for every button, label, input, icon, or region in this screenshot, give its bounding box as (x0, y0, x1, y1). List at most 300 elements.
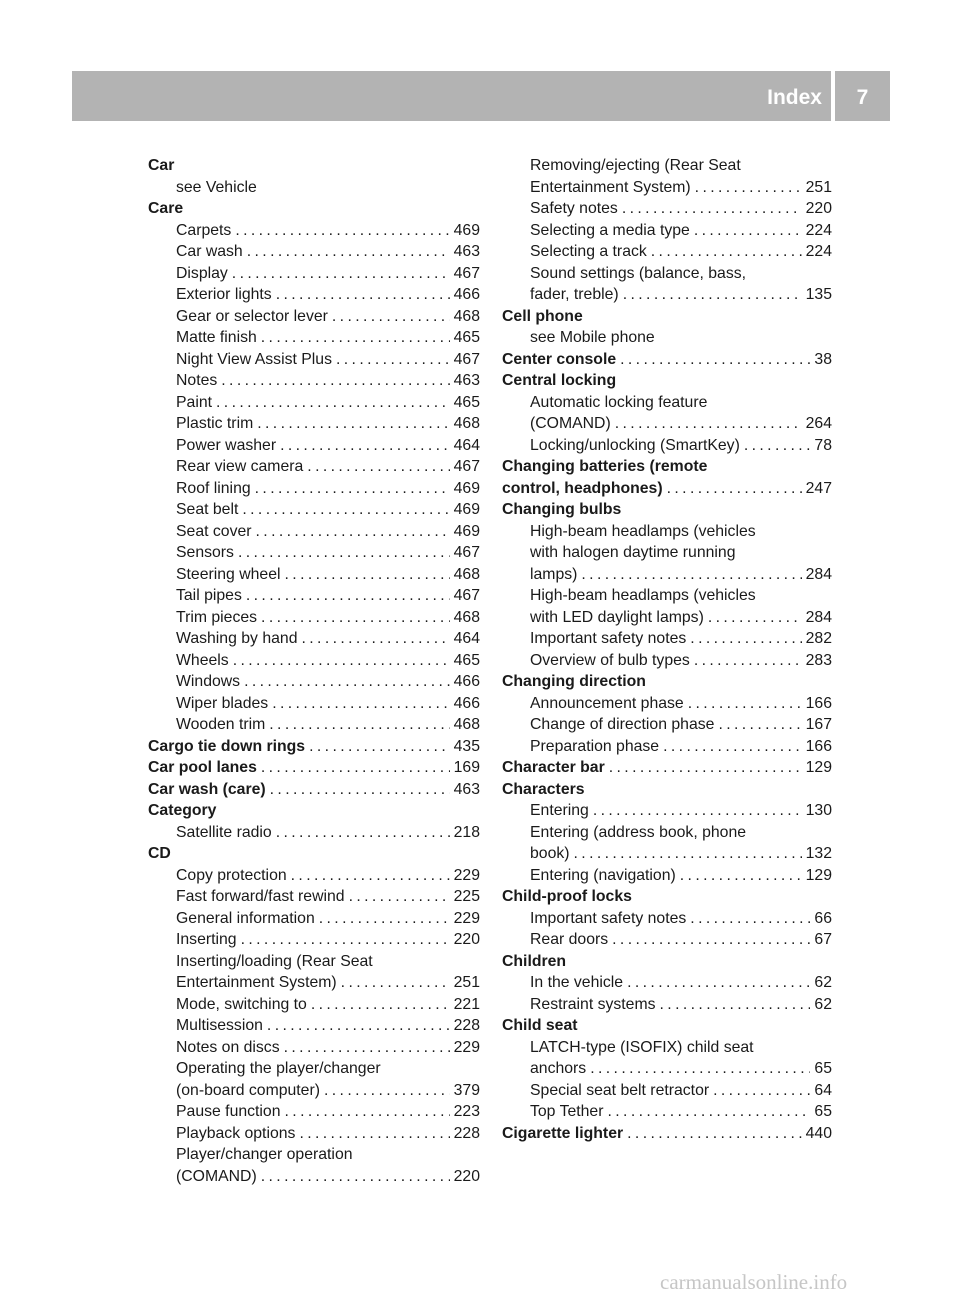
entry-text: Cargo tie down rings (148, 737, 306, 755)
index-subentry (502, 607, 832, 629)
page-reference: 468 (453, 716, 480, 733)
index-subentry (148, 1144, 480, 1166)
entry-text: Inserting (176, 931, 237, 948)
entry-text: Trim pieces (176, 608, 258, 626)
entry-text: Entering (navigation) (530, 866, 676, 884)
index-entry (502, 1123, 832, 1145)
index-subentry (148, 1166, 480, 1188)
index-subentry (502, 435, 832, 457)
entry-text: with LED daylight lamps) (530, 608, 704, 626)
dot-leader (688, 693, 802, 715)
page-reference: 468 (453, 415, 480, 432)
page-reference: 463 (453, 243, 480, 260)
entry-text: Car wash (176, 243, 243, 260)
entry-text: Notes (176, 372, 218, 389)
index-subentry (148, 886, 480, 908)
index-subentry (148, 349, 480, 371)
entry-text: Center console (502, 350, 617, 368)
page-reference: 465 (453, 393, 480, 411)
index-subentry (502, 220, 832, 242)
entry-text: Central locking (502, 372, 617, 389)
index-subentry (148, 413, 480, 435)
page-reference: 247 (805, 479, 832, 497)
entry-text: High-beam headlamps (vehicles (530, 522, 756, 540)
page-reference: 64 (814, 1081, 832, 1099)
entry-text: Top Tether (530, 1103, 604, 1120)
dot-leader (651, 241, 802, 263)
entry-text: Entering (530, 802, 589, 819)
entry-text: Seat cover (176, 522, 252, 540)
entry-text: Announcement phase (530, 694, 684, 712)
entry-text: Overview of bulb types (530, 651, 690, 669)
entry-text: Car pool lanes (148, 759, 257, 776)
index-subentry (502, 972, 832, 994)
entry-text: Change of direction phase (530, 716, 715, 733)
entry-text: lamps) (530, 565, 578, 583)
index-subentry (148, 499, 480, 521)
dot-leader (246, 585, 450, 607)
index-subentry (148, 650, 480, 672)
index-entry (148, 843, 480, 865)
entry-text: Care (148, 200, 184, 217)
index-subentry (148, 306, 480, 328)
page-reference: 469 (453, 479, 480, 497)
index-subentry (502, 736, 832, 758)
page-reference: 251 (805, 178, 832, 196)
page-reference: 379 (453, 1081, 480, 1099)
page-reference: 228 (453, 1124, 480, 1142)
dot-leader (581, 564, 801, 586)
dot-leader (694, 650, 802, 672)
entry-text: Night View Assist Plus (176, 350, 332, 368)
entry-text: Fast forward/fast rewind (176, 888, 345, 905)
index-subentry (502, 585, 832, 607)
page-reference: 225 (453, 888, 480, 905)
entry-text: Important safety notes (530, 909, 687, 927)
dot-leader (590, 1058, 810, 1080)
entry-text: (COMAND) (530, 415, 611, 432)
entry-text: Mode, switching to (176, 995, 307, 1013)
entry-text: Children (502, 952, 567, 970)
index-subentry (148, 542, 480, 564)
index-column-left (148, 155, 480, 1187)
index-subentry (502, 284, 832, 306)
page-reference: 229 (453, 909, 480, 927)
entry-text: Gear or selector lever (176, 307, 328, 325)
page-reference: 224 (805, 243, 832, 260)
entry-text: Wiper blades (176, 694, 269, 712)
page-reference: 220 (805, 200, 832, 217)
entry-text: Safety notes (530, 200, 618, 217)
index-subentry (148, 822, 480, 844)
entry-text: LATCH-type (ISOFIX) child seat (530, 1038, 754, 1056)
entry-text: Character bar (502, 759, 605, 776)
dot-leader (574, 843, 802, 865)
index-subentry (502, 1080, 832, 1102)
index-subentry (148, 1101, 480, 1123)
entry-text: (COMAND) (176, 1167, 257, 1185)
index-subentry (502, 177, 832, 199)
page-reference: 220 (453, 1167, 480, 1185)
index-entry (502, 306, 832, 328)
section-title: Index (767, 86, 822, 109)
page-reference: 466 (453, 694, 480, 712)
index-subentry (148, 865, 480, 887)
dot-leader (280, 435, 450, 457)
dot-leader (307, 456, 449, 478)
entry-text: Characters (502, 780, 585, 798)
entry-text: Locking/unlocking (SmartKey) (530, 436, 740, 454)
index-entry (502, 499, 832, 521)
dot-leader (609, 757, 802, 779)
page-reference: 65 (814, 1060, 832, 1077)
dot-leader (241, 929, 450, 951)
index-entry (502, 671, 832, 693)
dot-leader (257, 413, 449, 435)
entry-text: Inserting/loading (Rear Seat (176, 952, 373, 970)
index-subentry (502, 564, 832, 586)
entry-text: Operating the player/changer (176, 1060, 381, 1077)
page-reference: 65 (814, 1103, 832, 1120)
dot-leader (301, 628, 449, 650)
index-subentry (148, 972, 480, 994)
entry-text: Pause function (176, 1103, 281, 1120)
entry-text: Child-proof locks (502, 888, 632, 905)
dot-leader (694, 220, 802, 242)
index-subentry (502, 929, 832, 951)
entry-text: Tail pipes (176, 587, 242, 604)
page-reference: 466 (453, 286, 480, 303)
entry-text: Important safety notes (530, 630, 687, 647)
page-reference: 467 (453, 264, 480, 282)
index-entry (148, 198, 480, 220)
index-entry (148, 757, 480, 779)
page-reference: 469 (453, 501, 480, 518)
index-subentry (502, 693, 832, 715)
dot-leader (623, 284, 802, 306)
index-subentry (148, 714, 480, 736)
index-subentry (148, 263, 480, 285)
dot-leader (299, 1123, 449, 1145)
entry-text: Selecting a track (530, 243, 647, 260)
dot-leader (235, 220, 449, 242)
page-reference: 467 (453, 458, 480, 475)
dot-leader (256, 521, 450, 543)
page-reference: 129 (805, 759, 832, 776)
entry-text: control, headphones) (502, 479, 663, 497)
entry-text: Exterior lights (176, 286, 272, 303)
entry-text: Rear view camera (176, 458, 304, 475)
page-reference: 464 (453, 436, 480, 454)
page-reference: 467 (453, 350, 480, 368)
dot-leader (232, 263, 450, 285)
entry-text: Paint (176, 393, 213, 411)
page-reference: 130 (805, 802, 832, 819)
index-subentry (502, 327, 832, 349)
dot-leader (255, 478, 450, 500)
index-subentry (148, 327, 480, 349)
index-subentry (502, 822, 832, 844)
entry-text: Carpets (176, 221, 232, 239)
index-subentry (502, 628, 832, 650)
dot-leader (247, 241, 450, 263)
page-reference: 62 (814, 974, 832, 991)
dot-leader (349, 886, 450, 908)
page-reference: 166 (805, 694, 832, 712)
entry-text: Car wash (care) (148, 780, 266, 798)
page-reference: 229 (453, 866, 480, 884)
entry-text: Rear doors (530, 931, 609, 948)
entry-text: Satellite radio (176, 823, 272, 841)
index-subentry (502, 1058, 832, 1080)
index-subentry (148, 1123, 480, 1145)
page-reference: 465 (453, 329, 480, 346)
index-subentry (502, 155, 832, 177)
index-subentry (502, 392, 832, 414)
entry-text: CD (148, 845, 171, 862)
page-reference: 66 (814, 909, 832, 927)
index-subentry (502, 1101, 832, 1123)
page-reference: 467 (453, 587, 480, 604)
dot-leader (291, 865, 450, 887)
dot-leader (269, 714, 449, 736)
entry-text: see Mobile phone (530, 329, 655, 346)
page-reference: 228 (453, 1017, 480, 1034)
entry-text: Removing/ejecting (Rear Seat (530, 157, 741, 174)
dot-leader (627, 1123, 802, 1145)
index-subentry (148, 564, 480, 586)
entry-text: In the vehicle (530, 974, 624, 991)
entry-text: General information (176, 909, 315, 927)
entry-text: Wheels (176, 651, 229, 669)
entry-text: Entertainment System) (176, 974, 337, 991)
index-subentry (502, 521, 832, 543)
dot-leader (718, 714, 801, 736)
index-subentry (148, 284, 480, 306)
dot-leader (744, 435, 811, 457)
page-reference: 463 (453, 780, 480, 798)
entry-text: Sound settings (balance, bass, (530, 264, 747, 282)
entry-text: Sensors (176, 544, 234, 561)
index-subentry (502, 865, 832, 887)
dot-leader (311, 994, 450, 1016)
index-subentry (148, 1037, 480, 1059)
index-subentry (502, 714, 832, 736)
entry-text: Seat belt (176, 501, 239, 518)
index-subentry (148, 1080, 480, 1102)
dot-leader (261, 757, 450, 779)
page-reference: 223 (453, 1103, 480, 1120)
page-reference: 135 (805, 286, 832, 303)
index-subentry (148, 521, 480, 543)
entry-text: Entertainment System) (530, 178, 691, 196)
entry-text: Wooden trim (176, 716, 266, 733)
dot-leader (667, 478, 802, 500)
index-column-right (502, 155, 832, 1144)
page-reference: 62 (814, 995, 832, 1013)
index-entry (502, 951, 832, 973)
dot-leader (242, 499, 449, 521)
page-reference: 167 (805, 716, 832, 733)
dot-leader (284, 1037, 450, 1059)
index-entry (502, 886, 832, 908)
page-reference: 467 (453, 544, 480, 561)
dot-leader (593, 800, 802, 822)
index-subentry (148, 908, 480, 930)
page-reference: 78 (814, 436, 832, 454)
dot-leader (261, 1166, 450, 1188)
dot-leader (622, 198, 802, 220)
index-entry (148, 155, 480, 177)
dot-leader (607, 1101, 810, 1123)
page-reference: 169 (453, 759, 480, 776)
page-reference: 283 (805, 651, 832, 669)
index-subentry (502, 994, 832, 1016)
page-reference: 435 (453, 737, 480, 755)
entry-text: Power washer (176, 436, 277, 454)
dot-leader (660, 994, 811, 1016)
index-subentry (148, 177, 480, 199)
page-reference: 224 (805, 221, 832, 239)
index-subentry (148, 951, 480, 973)
dot-leader (708, 607, 802, 629)
page-reference: 229 (453, 1038, 480, 1056)
dot-leader (615, 413, 802, 435)
index-entry (502, 349, 832, 371)
page-reference: 67 (814, 931, 832, 948)
entry-text: Multisession (176, 1017, 263, 1034)
page-reference: 468 (453, 307, 480, 325)
entry-text: fader, treble) (530, 286, 619, 303)
dot-leader (270, 779, 450, 801)
page-reference: 166 (805, 737, 832, 755)
entry-text: Washing by hand (176, 630, 298, 647)
index-subentry (502, 843, 832, 865)
page-reference: 132 (805, 845, 832, 862)
index-subentry (148, 478, 480, 500)
entry-text: Entering (address book, phone (530, 823, 747, 841)
entry-text: Automatic locking feature (530, 393, 708, 411)
page-reference: 469 (453, 221, 480, 239)
page-reference: 282 (805, 630, 832, 647)
page-reference: 38 (814, 350, 832, 368)
entry-text: Changing bulbs (502, 501, 622, 518)
index-subentry (502, 542, 832, 564)
dot-leader (690, 628, 801, 650)
entry-text: Notes on discs (176, 1038, 280, 1056)
entry-text: Cell phone (502, 307, 583, 325)
dot-leader (332, 306, 450, 328)
index-entry (502, 757, 832, 779)
index-subentry (502, 908, 832, 930)
page-reference: 466 (453, 673, 480, 690)
index-subentry (502, 241, 832, 263)
entry-text: with halogen daytime running (530, 544, 736, 561)
page-reference: 465 (453, 651, 480, 669)
index-subentry (148, 607, 480, 629)
entry-text: Plastic trim (176, 415, 254, 432)
index-entry (502, 478, 832, 500)
index-subentry (502, 263, 832, 285)
page-number: 7 (856, 86, 869, 109)
dot-leader (324, 1080, 450, 1102)
dot-leader (690, 908, 810, 930)
page-reference: 469 (453, 522, 480, 540)
index-subentry (148, 994, 480, 1016)
index-subentry (502, 198, 832, 220)
dot-leader (309, 736, 450, 758)
dot-leader (285, 564, 450, 586)
entry-text: book) (530, 845, 570, 862)
entry-text: Cigarette lighter (502, 1124, 624, 1142)
dot-leader (238, 542, 450, 564)
entry-text: Copy protection (176, 866, 287, 884)
index-subentry (148, 693, 480, 715)
entry-text: Steering wheel (176, 565, 281, 583)
entry-text: Player/changer operation (176, 1146, 353, 1163)
dot-leader (336, 349, 450, 371)
entry-text: Matte finish (176, 329, 257, 346)
index-subentry (502, 1037, 832, 1059)
dot-leader (713, 1080, 810, 1102)
dot-leader (267, 1015, 450, 1037)
index-subentry (148, 585, 480, 607)
index-subentry (148, 456, 480, 478)
index-subentry (148, 241, 480, 263)
dot-leader (216, 392, 450, 414)
entry-text: Changing direction (502, 673, 646, 690)
index-subentry (148, 392, 480, 414)
dot-leader (261, 607, 450, 629)
page-reference: 440 (805, 1124, 832, 1142)
index-subentry (148, 628, 480, 650)
page-reference: 251 (453, 974, 480, 991)
page-reference: 284 (805, 608, 832, 626)
entry-text: Windows (176, 673, 241, 690)
entry-text: see Vehicle (176, 178, 257, 196)
entry-text: Preparation phase (530, 737, 660, 755)
entry-text: Category (148, 802, 217, 819)
index-subentry (502, 650, 832, 672)
dot-leader (221, 370, 449, 392)
page-reference: 221 (453, 995, 480, 1013)
index-entry (148, 779, 480, 801)
watermark: carmanualsonline.info (660, 1270, 848, 1294)
index-entry (502, 370, 832, 392)
entry-text: anchors (530, 1060, 587, 1077)
dot-leader (276, 284, 450, 306)
entry-text: Car (148, 157, 175, 174)
entry-text: Playback options (176, 1124, 296, 1142)
page-reference: 220 (453, 931, 480, 948)
dot-leader (285, 1101, 450, 1123)
index-subentry (502, 800, 832, 822)
index-subentry (502, 413, 832, 435)
entry-text: High-beam headlamps (vehicles (530, 587, 756, 604)
dot-leader (627, 972, 810, 994)
entry-text: Special seat belt retractor (530, 1081, 710, 1099)
index-entry (502, 456, 832, 478)
index-entry (148, 800, 480, 822)
dot-leader (244, 671, 450, 693)
dot-leader (319, 908, 450, 930)
dot-leader (663, 736, 802, 758)
page-reference: 129 (805, 866, 832, 884)
index-subentry (148, 1058, 480, 1080)
dot-leader (612, 929, 810, 951)
dot-leader (272, 693, 449, 715)
page-reference: 218 (453, 823, 480, 841)
